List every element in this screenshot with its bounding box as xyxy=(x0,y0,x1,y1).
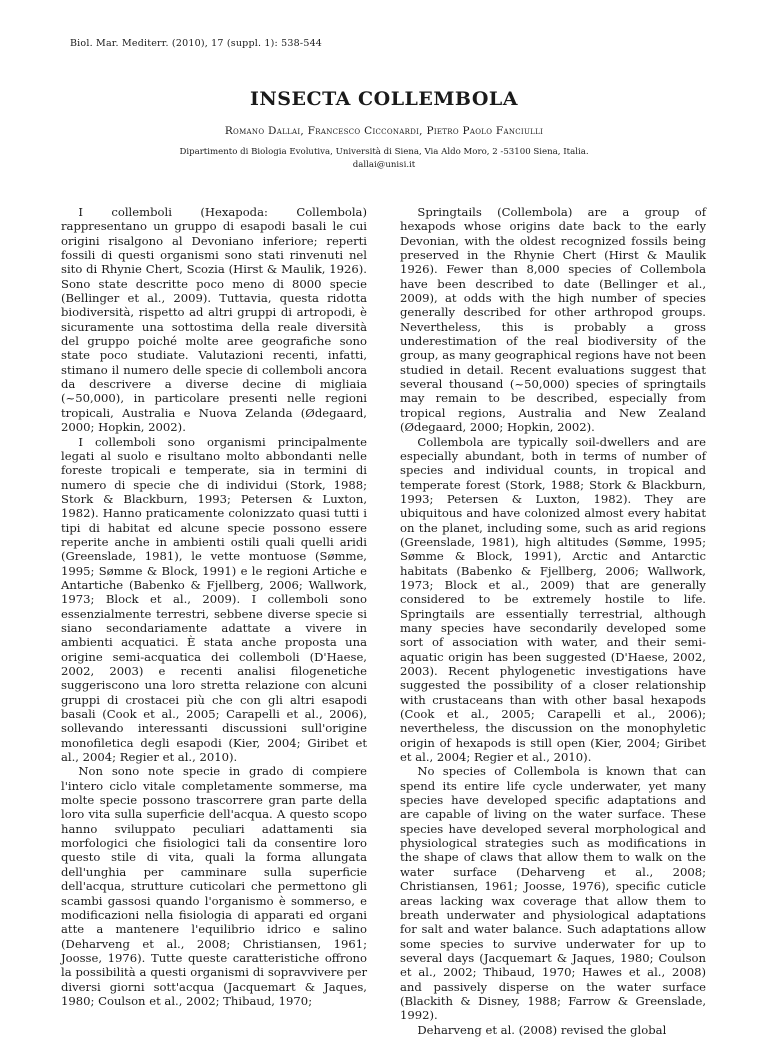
author-email[interactable]: dallai@unisi.it xyxy=(352,160,416,170)
author-list: Romano Dallai, Francesco Cicconardi, Pietro Paolo Fanciulli xyxy=(224,125,544,137)
english-paragraph-4: Deharveng et al. (2008) revised the global xyxy=(417,1022,667,1037)
italian-paragraph-1: I collemboli (Hexapoda: Collembola) rappresentano un gruppo di esapodi basali le cui origini risalgono al Devoniano inferiore; reperti fossili di questi organismi sono stati rinvenuti nel sito di Rhynie Chert, Scozia (Hirst & Maulik, 1926). Sono state descritte poco meno di 8000 specie (Bellinger et al., 2009). Tuttavia, questa ridotta biodiversità, rispetto ad altri gruppi di artropodi, è sicuramente una sottostima della reale diversità del gruppo poiché molte aree geografiche sono state poco studiate. Valutazioni recenti, infatti, stimano il numero delle specie di collemboli ancora da descrivere a diverse decine di migliaia (~50,000), in particolare presenti nelle regioni tropicali, Australia e Nuova Zelanda (Ødegaard, 2000; Hopkin, 2002). xyxy=(61,205,367,435)
italian-paragraph-2: I collemboli sono organismi principalmente legati al suolo e risultano molto abbondanti nelle foreste tropicali e temperate, sia in termini di numero di specie che di individui (Stork, 1988; Stork & Blackburn, 1993; Petersen & Luxton, 1982). Hanno praticamente colonizzato quasi tutti i tipi di habitat ed alcune specie possono essere reperite anche in ambienti ostili quali quelli aridi (Greenslade, 1981), le vette montuose (Sømme, 1995; Sømme & Block, 1991) e le regioni Artiche e Antartiche (Babenko & Fjellberg, 2006; Wallwork, 1973; Block et al., 2009). I collemboli sono essenzialmente terrestri, sebbene diverse specie si siano secondariamente adattate a vivere in ambienti acquatici. È stata anche proposta una origine semi-acquatica dei collemboli (D'Haese, 2002, 2003) e recenti analisi filogenetiche suggeriscono una loro stretta relazione con alcuni gruppi di crostacei più che con gli altri esapodi basali (Cook et al., 2005; Carapelli et al., 2006), sollevando interessanti discussioni sull'origine monofiletica degli esapodi (Kier, 2004; Giribet et al., 2004; Regier et al., 2010). xyxy=(61,434,367,765)
affiliation-block xyxy=(0,146,768,172)
italian-text-column xyxy=(61,205,367,1008)
english-paragraph-3: No species of Collembola is known that can spend its entire life cycle underwater, yet many species have developed specific adaptations and are capable of living on the water surface. These species have developed several morphological and physiological strategies such as modifications in the shape of claws that allow them to walk on the water surface (Deharveng et al., 2008; Christiansen, 1961; Joosse, 1976), specific cuticle areas lacking wax coverage that allow them to breath underwater and physiological adaptations for salt and water balance. Such adaptations allow some species to survive underwater for up to several days (Jacquemart & Jaques, 1980; Coulson et al., 2002; Thibaud, 1970; Hawes et al., 2008) and passively disperse on the water surface (Blackith & Disney, 1988; Farrow & Greenslade, 1992). xyxy=(400,764,706,1023)
journal-citation: Biol. Mar. Mediterr. (2010), 17 (suppl. 1): 538-544 xyxy=(70,38,323,49)
affiliation-address: Dipartimento di Biologia Evolutiva, Università di Siena, Via Aldo Moro, 2 -53100 Siena, Italia. xyxy=(179,147,589,157)
english-paragraph-2: Collembola are typically soil-dwellers and are especially abundant, both in terms of number of species and individual counts, in tropical and temperate forest (Stork, 1988; Stork & Blackburn, 1993; Petersen & Luxton, 1982). They are ubiquitous and have colonized almost every habitat on the planet, including some, such as arid regions (Greenslade, 1981), high altitudes (Sømme, 1995; Sømme & Block, 1991), Arctic and Antarctic habitats (Babenko & Fjellberg, 2006; Wallwork, 1973; Block et al., 2009) that are generally considered to be extremely hostile to life. Springtails are essentially terrestrial, although many species have secondarily developed some sort of association with water, and their semi-aquatic origin has been suggested (D'Haese, 2002, 2003). Recent phylogenetic investigations have suggested the possibility of a closer relationship with crustaceans than with other basal hexapods (Cook et al., 2005; Carapelli et al., 2006); nevertheless, the discussion on the monophyletic origin of hexapods is still open (Kier, 2004; Giribet et al., 2004; Regier et al., 2010). xyxy=(400,434,706,765)
article-title: INSECTA COLLEMBOLA xyxy=(249,88,518,110)
italian-paragraph-3: Non sono note specie in grado di compiere l'intero ciclo vitale completamente sommerse, ma molte specie possono trascorrere gran parte della loro vita sulla superficie dell'acqua. A questo scopo hanno sviluppato peculiari adattamenti sia morfologici che fisiologici tali da consentire loro questo stile di vita, quali la forma allungata dell'unghia per camminare sulla superficie dell'acqua, strutture cuticolari che permettono gli scambi gassosi quando l'organismo è sommerso, e modificazioni nella fisiologia di apparati ed organi atte a mantenere l'equilibrio idrico e salino (Deharveng et al., 2008; Christiansen, 1961; Joosse, 1976). Tutte queste caratteristiche offrono la possibilità a questi organismi di sopravvivere per diversi giorni sott'acqua (Jacquemart & Jaques, 1980; Coulson et al., 2002; Thibaud, 1970; xyxy=(61,764,367,1008)
english-text-column xyxy=(400,205,706,1037)
english-paragraph-1: Springtails (Collembola) are a group of hexapods whose origins date back to the early Devonian, with the oldest recognized fossils being preserved in the Rhynie Chert (Hirst & Maulik 1926). Fewer than 8,000 species of Collembola have been described to date (Bellinger et al., 2009), at odds with the high number of species generally described for other arthropod groups. Nevertheless, this is probably a gross underestimation of the real biodiversity of the group, as many geographical regions have not been studied in detail. Recent evaluations suggest that several thousand (~50,000) species of springtails may remain to be described, especially from tropical regions, Australia and New Zealand (Ødegaard, 2000; Hopkin, 2002). xyxy=(400,205,706,435)
